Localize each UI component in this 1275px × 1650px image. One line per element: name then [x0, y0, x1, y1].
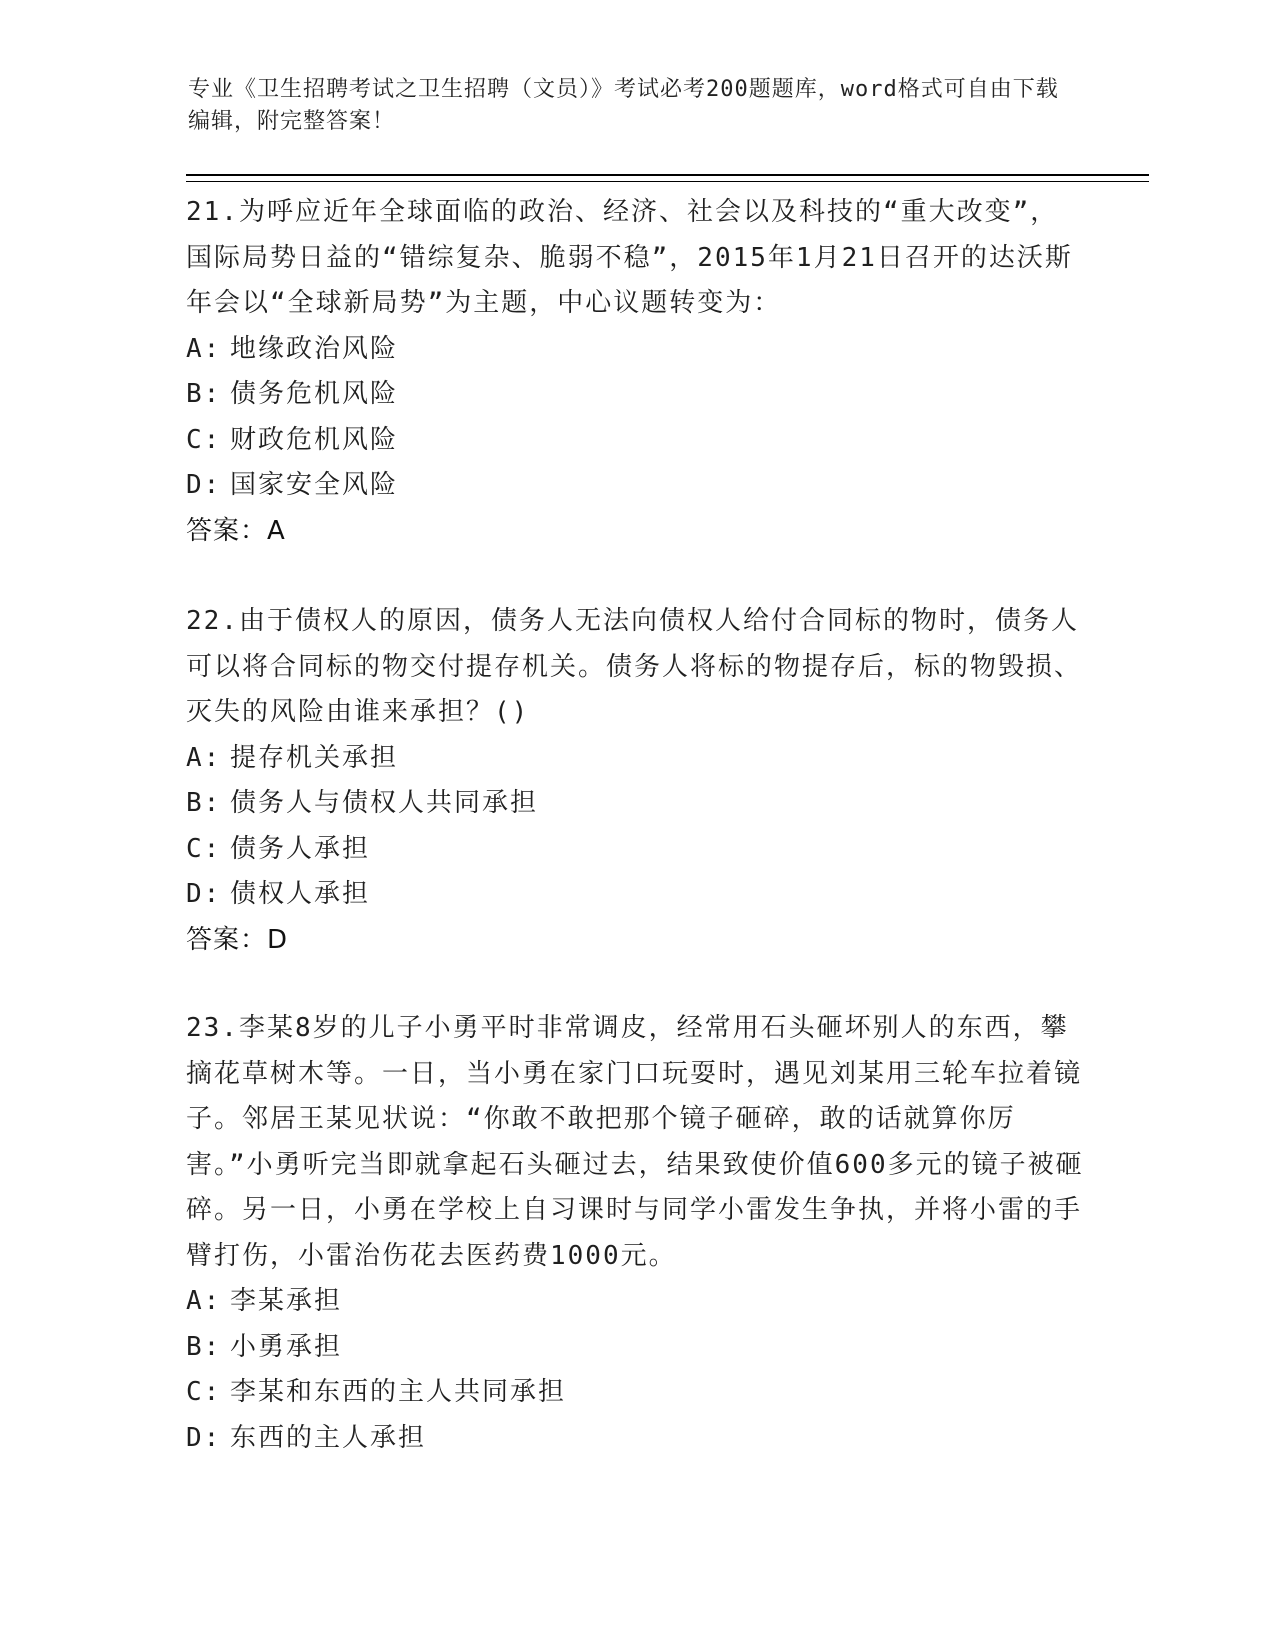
answer-label: 答案：A [186, 515, 286, 546]
option-text: 财政危机风险 [230, 424, 399, 455]
option-c [186, 1370, 1086, 1416]
option-b [186, 781, 1086, 827]
option-key: C: [186, 424, 222, 455]
option-text: 提存机关承担 [230, 742, 399, 773]
option-key: B: [186, 788, 222, 818]
option-text: 李某和东西的主人共同承担 [230, 1377, 567, 1407]
question-stem: 21.为呼应近年全球面临的政治、经济、社会以及科技的“重大改变”，国际局势日益的“错综复杂、脆弱不稳”，2015年1月21日召开的达沃斯年会以“全球新局势”为主题，中心议题转变为： [186, 197, 1073, 318]
option-d [186, 463, 1086, 509]
option-text: 李某承担 [230, 1286, 343, 1316]
option-key: D: [186, 1422, 222, 1453]
option-a [186, 736, 1086, 782]
question-22 [186, 599, 1086, 963]
option-key: B: [186, 379, 222, 409]
question-21 [186, 190, 1086, 554]
option-c [186, 827, 1086, 873]
option-d [186, 872, 1086, 918]
option-key: D: [186, 470, 222, 500]
option-text: 债权人承担 [230, 879, 371, 909]
question-stem: 22.由于债权人的原因，债务人无法向债权人给付合同标的物时，债务人可以将合同标的物交付提存机关。债务人将标的物提存后，标的物毁损、灭失的风险由谁来承担？() [186, 606, 1083, 727]
question-23 [186, 1006, 1086, 1461]
header-divider-thick [186, 174, 1149, 176]
document-header: 专业《卫生招聘考试之卫生招聘（文员）》考试必考200题题库，word格式可自由下载编辑，附完整答案！ [188, 77, 1059, 134]
option-key: A: [186, 742, 222, 773]
option-key: C: [186, 833, 222, 864]
option-text: 地缘政治风险 [230, 333, 399, 364]
option-c [186, 418, 1086, 464]
option-key: A: [186, 333, 222, 364]
answer-label: 答案：D [186, 924, 289, 955]
option-text: 小勇承担 [230, 1331, 343, 1362]
option-text: 国家安全风险 [230, 470, 399, 500]
option-a [186, 327, 1086, 373]
option-text: 东西的主人承担 [230, 1422, 427, 1453]
option-b [186, 372, 1086, 418]
option-b [186, 1325, 1086, 1371]
option-key: B: [186, 1331, 222, 1362]
option-a [186, 1279, 1086, 1325]
option-text: 债务人承担 [230, 833, 371, 864]
option-key: D: [186, 879, 222, 909]
option-text: 债务危机风险 [230, 379, 399, 409]
option-d [186, 1416, 1086, 1462]
option-text: 债务人与债权人共同承担 [230, 788, 539, 818]
option-key: A: [186, 1286, 222, 1316]
question-stem: 23.李某8岁的儿子小勇平时非常调皮，经常用石头砸坏别人的东西，攀摘花草树木等。一日，当小勇在家门口玩耍时，遇见刘某用三轮车拉着镜子。邻居王某见状说：“你敢不敢把那个镜子砸碎，敢的话就算你厉害。”小勇听完当即就拿起石头砸过去，结果致使价值600多元的镜子被砸碎。另一日，小勇在学校上自习课时与同学小雷发生争执，并将小雷的手臂打伤，小雷治伤花去医药费1000元。 [186, 1013, 1084, 1271]
option-key: C: [186, 1377, 222, 1407]
header-divider-thin [186, 181, 1149, 182]
